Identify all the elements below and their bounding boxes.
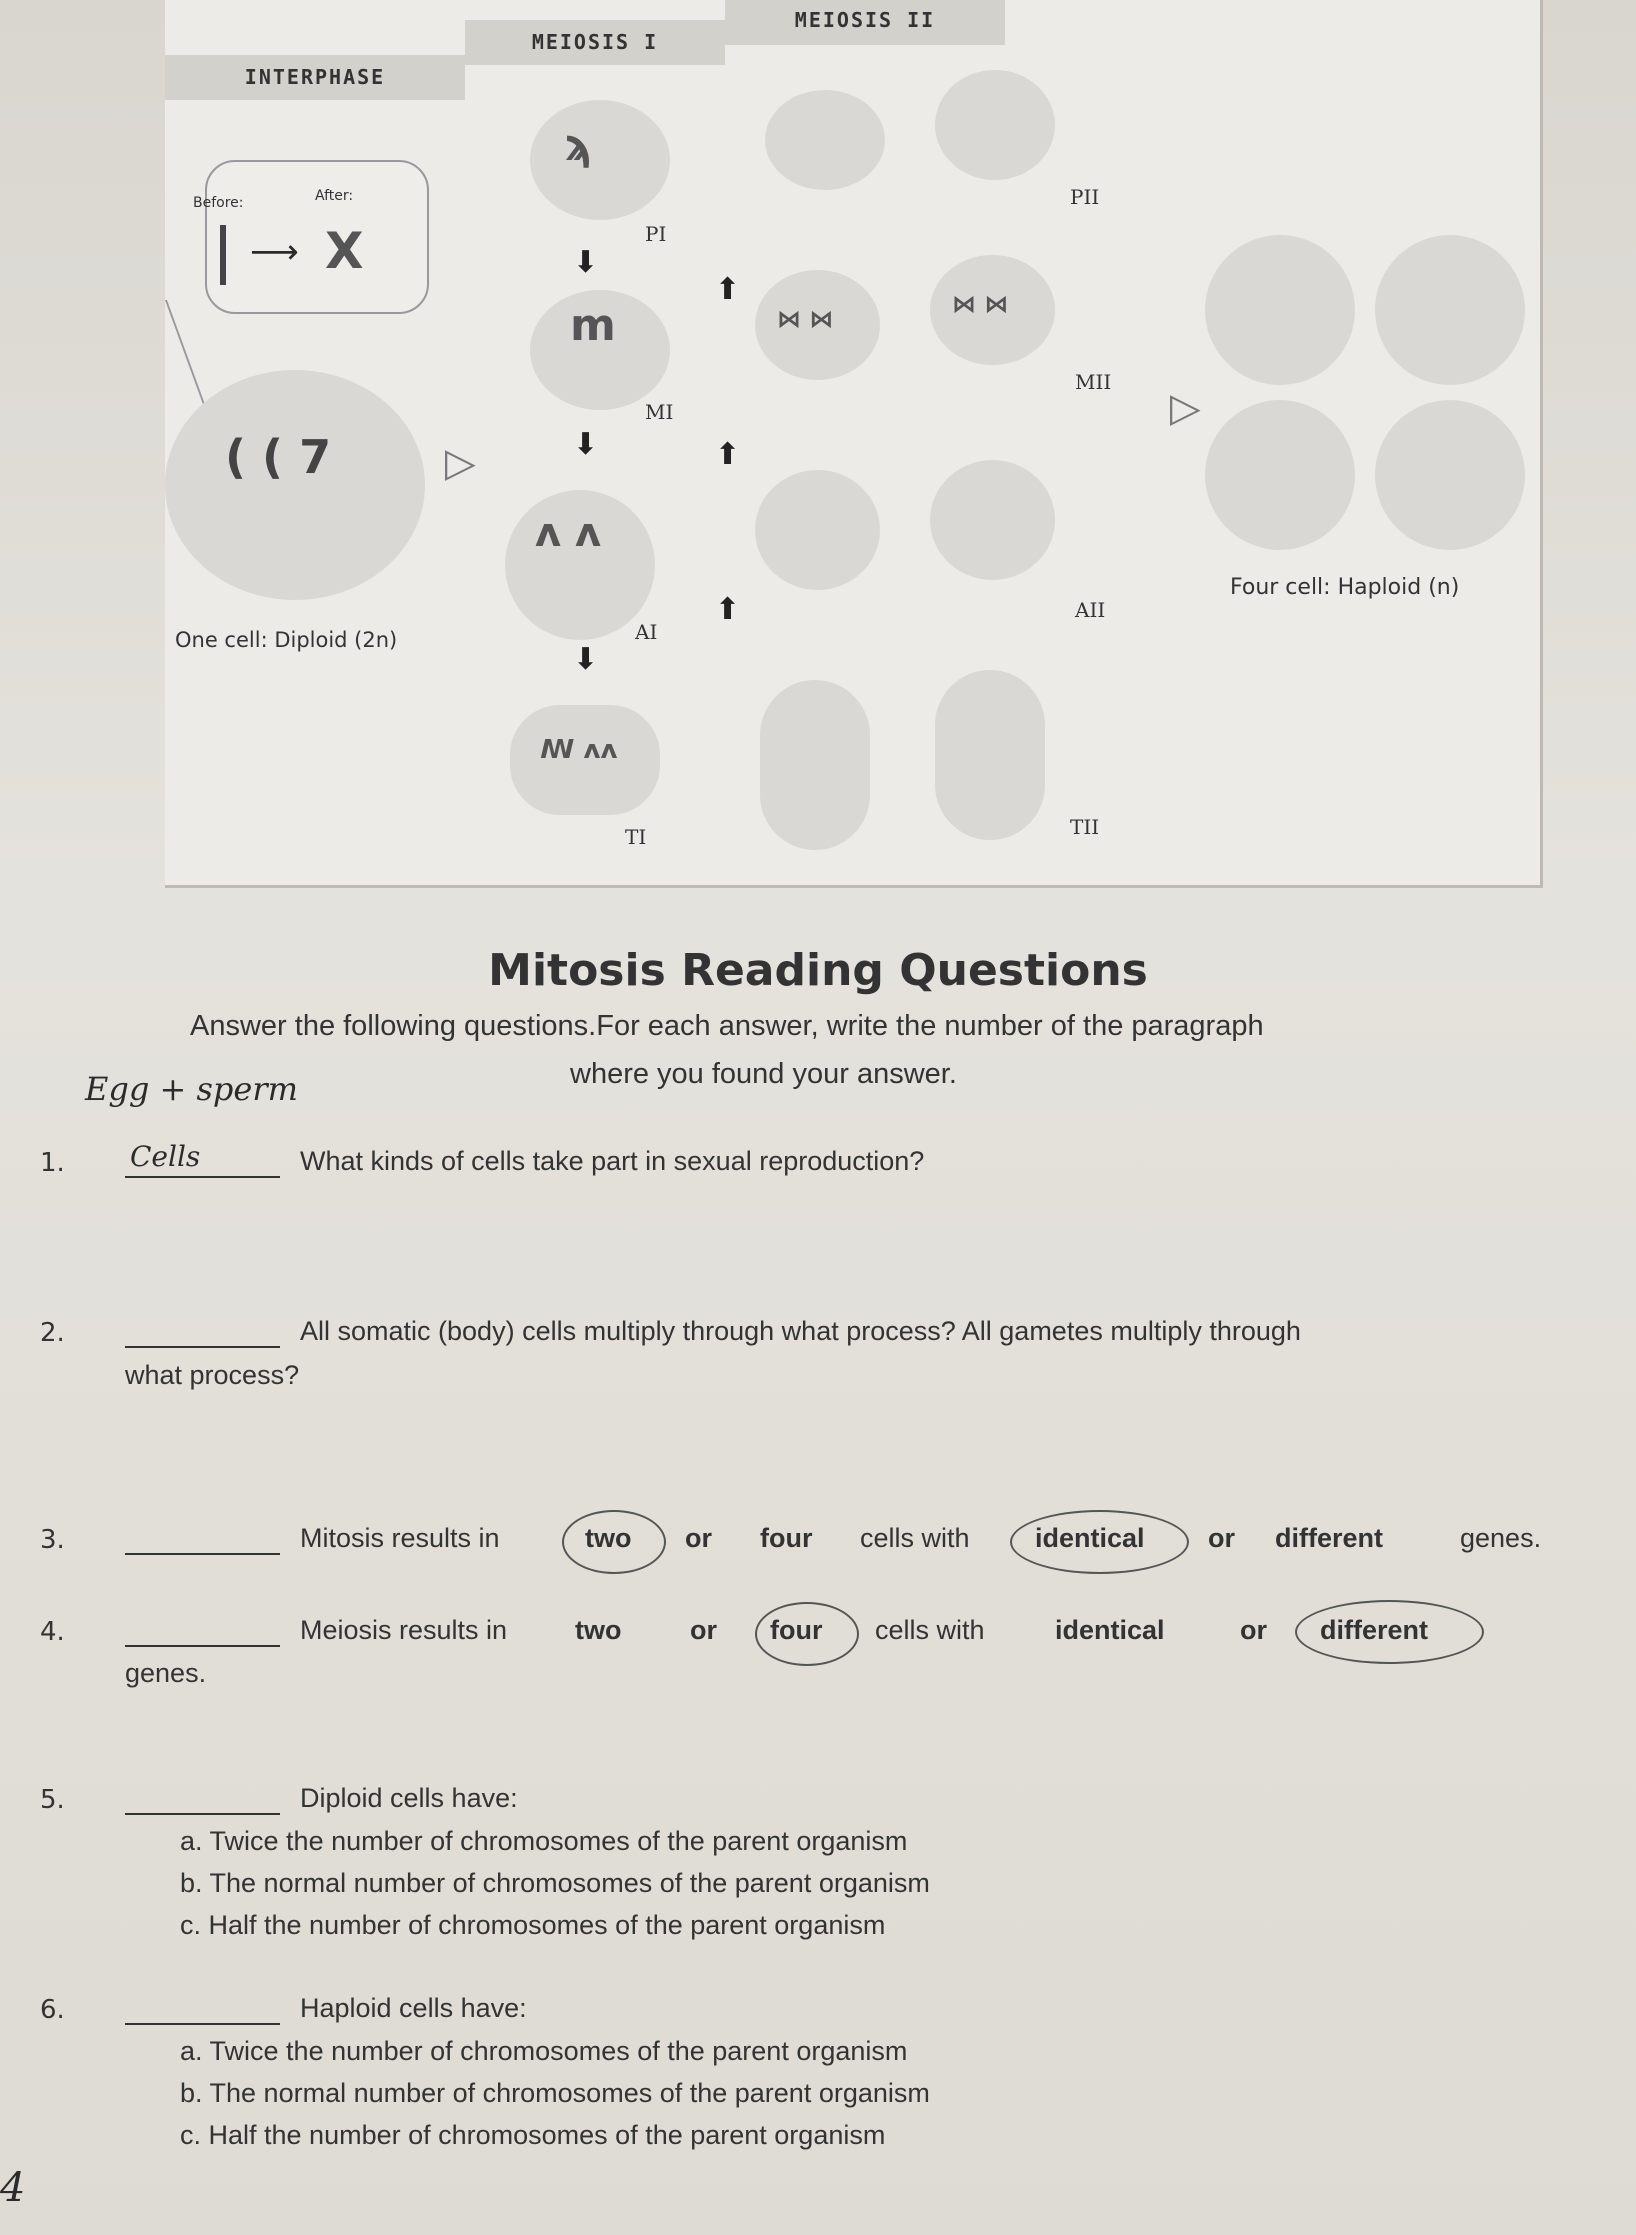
haploid-cell bbox=[1375, 400, 1525, 550]
question-2-number: 2. bbox=[40, 1318, 65, 1348]
stage-pi: PI bbox=[645, 222, 667, 246]
tab-meiosis-2: MEIOSIS II bbox=[725, 0, 1005, 45]
mii-chromosomes-left: ⋈ ⋈ bbox=[777, 305, 834, 333]
page-title: Mitosis Reading Questions bbox=[488, 945, 1148, 996]
stage-tii: TII bbox=[1070, 815, 1100, 839]
question-6-number: 6. bbox=[40, 1995, 65, 2025]
question-3-or: or bbox=[685, 1523, 712, 1553]
pi-cell bbox=[530, 100, 670, 220]
before-after-bubble bbox=[205, 160, 429, 314]
question-3-option-identical[interactable]: identical bbox=[1035, 1523, 1145, 1553]
duplicated-chromosome: X bbox=[325, 222, 364, 280]
stage-pii: PII bbox=[1070, 185, 1100, 209]
question-5-number: 5. bbox=[40, 1785, 65, 1815]
question-4-option-identical[interactable]: identical bbox=[1055, 1615, 1165, 1645]
question-3-circle-identical bbox=[1010, 1510, 1189, 1574]
tii-cell-right bbox=[935, 670, 1045, 840]
question-4-circle-four bbox=[755, 1602, 859, 1666]
arrow-to-meiosis-1: ▷ bbox=[445, 440, 476, 486]
mii-chromosomes-right: ⋈ ⋈ bbox=[952, 290, 1009, 318]
question-6-blank[interactable] bbox=[125, 1995, 280, 2025]
pii-cell-left bbox=[765, 90, 885, 190]
aii-cell-left bbox=[755, 470, 880, 590]
question-5-text: Diploid cells have: bbox=[300, 1783, 518, 1813]
question-3-option-four[interactable]: four bbox=[760, 1523, 813, 1553]
question-3-or-2: or bbox=[1208, 1523, 1235, 1553]
down-arrow-icon: ⬇ bbox=[573, 245, 599, 280]
question-5-option-a[interactable]: a. Twice the number of chromosomes of the parent organism bbox=[180, 1826, 908, 1856]
question-4-or: or bbox=[690, 1615, 717, 1645]
single-chromosome bbox=[220, 225, 226, 285]
stage-ai: AI bbox=[635, 620, 658, 644]
question-4-circle-different bbox=[1295, 1600, 1484, 1664]
question-4-end: genes. bbox=[125, 1658, 207, 1688]
question-3-option-two[interactable]: two bbox=[585, 1523, 632, 1553]
after-label: After: bbox=[315, 188, 354, 204]
stage-aii: AII bbox=[1075, 598, 1106, 622]
question-3-circle-two bbox=[562, 1510, 666, 1574]
question-3-option-different[interactable]: different bbox=[1275, 1523, 1383, 1553]
question-3-blank[interactable] bbox=[125, 1525, 280, 1555]
question-6-option-c[interactable]: c. Half the number of chromosomes of the parent organism bbox=[180, 2120, 886, 2150]
handwritten-page-mark: 4 bbox=[0, 2165, 26, 2211]
question-4-option-different[interactable]: different bbox=[1320, 1615, 1428, 1645]
question-6-option-a[interactable]: a. Twice the number of chromosomes of the parent organism bbox=[180, 2036, 908, 2066]
down-arrow-icon: ⬇ bbox=[573, 427, 599, 462]
mi-chromosomes: m bbox=[570, 300, 616, 351]
tab-meiosis-1: MEIOSIS I bbox=[465, 20, 725, 65]
down-arrow-icon: ⬇ bbox=[573, 642, 599, 677]
question-5-blank[interactable] bbox=[125, 1785, 280, 1815]
question-2-blank[interactable] bbox=[125, 1318, 280, 1348]
question-2-text: All somatic (body) cells multiply through what process? All gametes multiply through bbox=[300, 1316, 1301, 1346]
four-cell-label: Four cell: Haploid (n) bbox=[1230, 575, 1460, 600]
up-arrow-icon: ⬆ bbox=[715, 272, 741, 307]
haploid-cell bbox=[1205, 235, 1355, 385]
up-arrow-icon: ⬆ bbox=[715, 437, 741, 472]
question-4-blank[interactable] bbox=[125, 1617, 280, 1647]
ti-chromosomes: ꟿ ᴧᴧ bbox=[540, 735, 618, 765]
right-arrow-icon: ⟶ bbox=[250, 232, 299, 272]
aii-cell-right bbox=[930, 460, 1055, 580]
pi-chromosomes: ϡ bbox=[565, 120, 593, 171]
question-4-option-two[interactable]: two bbox=[575, 1615, 622, 1645]
question-4-option-four[interactable]: four bbox=[770, 1615, 823, 1645]
haploid-cell bbox=[1205, 400, 1355, 550]
stage-mi: MI bbox=[645, 400, 674, 424]
question-5-option-b[interactable]: b. The normal number of chromosomes of the parent organism bbox=[180, 1868, 930, 1898]
pii-cell-right bbox=[935, 70, 1055, 180]
stage-ti: TI bbox=[625, 825, 647, 849]
handwritten-note: Egg + sperm bbox=[85, 1070, 298, 1108]
meiosis-diagram bbox=[165, 0, 1543, 888]
question-1-answer: Cells bbox=[130, 1140, 201, 1173]
instructions-line-1: Answer the following questions.For each answer, write the number of the paragraph bbox=[190, 1010, 1264, 1042]
one-cell-label: One cell: Diploid (2n) bbox=[175, 628, 398, 652]
question-1-number: 1. bbox=[40, 1148, 65, 1178]
tii-cell-left bbox=[760, 680, 870, 850]
question-4-or-2: or bbox=[1240, 1615, 1267, 1645]
question-3-prefix: Mitosis results in bbox=[300, 1523, 500, 1553]
question-6-option-b[interactable]: b. The normal number of chromosomes of the parent organism bbox=[180, 2078, 930, 2108]
question-1-text: What kinds of cells take part in sexual reproduction? bbox=[300, 1146, 925, 1176]
question-5-option-c[interactable]: c. Half the number of chromosomes of the parent organism bbox=[180, 1910, 886, 1940]
question-3-number: 3. bbox=[40, 1525, 65, 1555]
diploid-chromosomes: ( ( 7 bbox=[225, 430, 332, 484]
question-6-text: Haploid cells have: bbox=[300, 1993, 527, 2023]
tab-interphase: INTERPHASE bbox=[165, 55, 465, 100]
question-4-number: 4. bbox=[40, 1617, 65, 1647]
question-4-mid: cells with bbox=[875, 1615, 985, 1645]
ai-chromosomes: ᴧ ᴧ bbox=[535, 510, 602, 556]
instructions-line-2: where you found your answer. bbox=[570, 1058, 957, 1090]
diploid-cell bbox=[165, 370, 425, 600]
stage-mii: MII bbox=[1075, 370, 1112, 394]
question-3-end: genes. bbox=[1460, 1523, 1542, 1553]
question-4-prefix: Meiosis results in bbox=[300, 1615, 508, 1645]
question-3-mid: cells with bbox=[860, 1523, 970, 1553]
before-label: Before: bbox=[193, 195, 244, 211]
haploid-cell bbox=[1375, 235, 1525, 385]
question-2-text-cont: what process? bbox=[125, 1360, 300, 1390]
arrow-to-haploid: ▷ bbox=[1170, 385, 1201, 431]
up-arrow-icon: ⬆ bbox=[715, 592, 741, 627]
